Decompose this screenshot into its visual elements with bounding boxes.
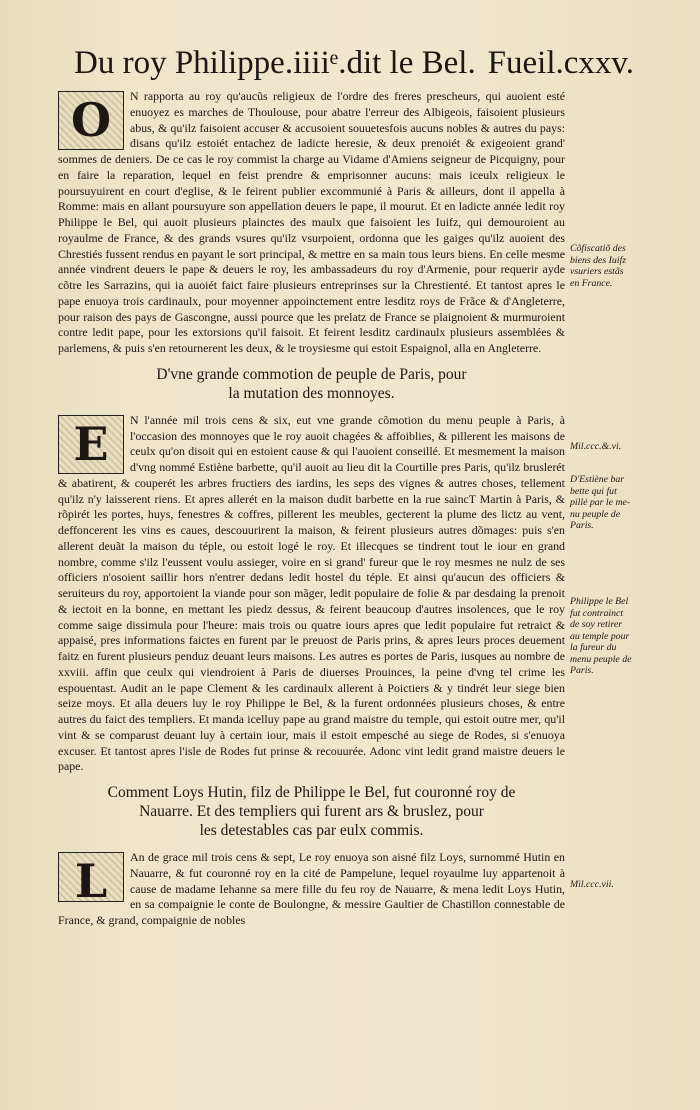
- margin-note-philippe-temple: Philippe le Bel fut contrainct de soy retirer au temple pour la fureur du menu peuple de Paris.: [570, 596, 632, 676]
- section-heading-loys-hutin: Comment Loys Hutin, filz de Philippe le Bel, fut couronné roy de Nauarre. Et des templiers qui furent ars & bruslez, pour les detestables cas par eulx commis.: [107, 784, 516, 839]
- main-text-column: [58, 89, 565, 929]
- paragraph-2-text: N l'année mil trois cens & six, eut vne grande cõmotion du menu peuple à Paris, à l'occasion des monnoyes que le roy auoit chagées & affoiblies, & pillerent les maisons de ceulx qu'on disoit qui en estoient cause & qui l'auoient conseillé. Et mesmement la maison d'vng nommé Estiène barbette, qu'il auoit au lieu dit la Courtille pres Paris, qu'ilz bruslerét & abatirent, & couperét les arbres fructiers des iardins, les seps des vignes & autres choses, tellement qu'ilz n'y laisserent riens. Et apres allerét en la maison dudit barbette en la rue saincT Martin à Paris, & rõpirét les portes, huys, fenestres & coffres, pillerent les meubles, gecterent la plume des lictz au vent, deffoncerent les vins es caues, descouurirent la maison, & feirent plusieurs autres dõmages: puis s'en allerent deuãt la maison du téple, ou estoit logé le roy. Et illecques se tindrent tout le iour en grand nombre, comme s'ilz l'eussent voulu assieger, voire en si grand' fureur que le roy mesmes ne nulz de ses officiers n'osoient saillir hors n'entrer dedans ledit hostel du téple. Et ainsi qu'aucun des officiers & seruiteurs du roy, apportoient la viande pour son mãger, ledit populaire de folie & par desdaing la prenoit & iectoit en la bonne, en mettant les piedz dessus, & feirent beaucoup d'autres insolences, que le roy comme saige dissimula pour l'heure: mais trois ou quatre iours apres que ledit populaire fut retraict & appaisé, pres informations faictes en furent par le preuost de Paris prins, & apres leurs proces deuement faitz en furent plusieurs penduz deuant leurs maisons. Les autres es portes de Paris, iusques au nombre de xxviii. affin que ceulx qui viendroient à Paris de diuerses Prouinces, la peine d'vng tel crime les espouentast. Audit an le pape Clement & les cardinaulx allerent à Poictiers & y tindrét leur siege bien seize moys. Et alla deuers luy le roy Philippe le Bel, & la furent ordonnées plusieurs choses, & entre autres du faict des templiers. Et manda icelluy pape au grand maistre du temple, qui estoit outre mer, qu'il vint & se comparust deuant luy à certain iour, mais il estoit empesché au siege de Rodes, si s'enuoya excuser. Et tantost apres l'isle de Rodes fut prinse & recouurée. Adonc vint ledit grand maistre deuers le pape.: [58, 412, 565, 774]
- paragraph-1-text: N rapporta au roy qu'aucũs religieux de l'ordre des freres prescheurs, qui auoient esté enuoyez es marches de Thoulouse, pour abatre l'erreur des Albigeois, faisoient plusieurs abus, & qu'ilz faisoient accuser & accusoient souuetesfois aucuns nobles & autres du pays: disans qu'ilz estoiét entachez de ladicte heresie, & deux prenoiét & exigeoient grand' sommes de deniers. De ce cas le roy commist la charge au Vidame d'Amiens seigneur de Picquigny, pour en faire la reparation, lequel en feist prendre & emprisonner aucuns: mais iceulx religieux le poursuyuirent en court d'eglise, & le feirent publier excommunié à Paris & ailleurs, dont il appella à Romme: mais en allant poursuyure son appellation deuers le pape, il mourut. Et en ladicte année ledit roy Philippe le Bel, qui auoit plusieurs plainctes des maulx que faisoient les Iuifz, qui demouroient au royaulme de France, & des grands vsures qu'ilz vsurpoient, ordonna que les gaiges qu'ilz auoient des Chrestiés fussent rendus en payant le sort principal, & mettre en sa main tous leurs biens. En celle mesme année vindrent deuers le pape & deuers le roy, les ambassadeurs du roy d'Armenie, pour requerir ayde cõtre les Sarrazins, qui ia auoiét faict faire plusieurs entreprinses sur la Chrestienté. Et tantost apres le pape enuoya trois cardinaulx, pour moyenner appoinctement entre lesditz roys de Frãce & d'Angleterre, pour raison des pays de Gascongne, aussi pource que les prelatz de France se plaignoient & murmuroient contre ledit pape, pour les extorsions qu'il faisoit. Et feirent lesditz cardinaulx plusieurs assemblées & parlemens, & puis s'en retournerent les deux, & le troysiesme qui estoit Espaignol, alla en Angleterre.: [58, 89, 565, 355]
- margin-note-year-1306: Mil.ccc.&.vi.: [570, 441, 622, 452]
- decorated-initial-l: L: [58, 852, 124, 902]
- decorated-initial-o: O: [58, 91, 124, 150]
- paragraph-3: [58, 850, 565, 929]
- page-title: Du roy Philippe.iiiiᵉ.dit le Bel.: [74, 45, 476, 81]
- section-heading-commotion: D'vne grande commotion de peuple de Paris, pour la mutation des monnoyes.: [156, 365, 467, 402]
- paragraph-2: [58, 413, 565, 775]
- margin-note-confiscation: Cõfiscatiõ des biens des Iuifz vsuriers estãs en France.: [570, 243, 627, 289]
- folio-number: Fueil.cxxv.: [487, 45, 634, 81]
- running-header: [74, 38, 634, 88]
- paragraph-3-text: An de grace mil trois cens & sept, Le roy enuoya son aisné filz Loys, surnommé Hutin en Nauarre, & fut couronné roy en la cité de Pampelune, lequel royaulme luy appartenoit à cause de madame Iehanne sa mere fille du feu roy de Nauarre, & mena ledit Loys Hutin, en sa compaignie le conte de Boulongne, & messire Gaultier de Chastillon connestable de France, & grand, compaignie de nobles: [58, 850, 565, 927]
- margin-note-year-1307: Mil.ccc.vii.: [570, 879, 614, 890]
- paragraph-1: [58, 89, 565, 357]
- margin-note-barbette: D'Estiène bar bette qui fut pillé par le me- nu peuple de Paris.: [570, 474, 631, 531]
- decorated-initial-e: E: [58, 415, 124, 474]
